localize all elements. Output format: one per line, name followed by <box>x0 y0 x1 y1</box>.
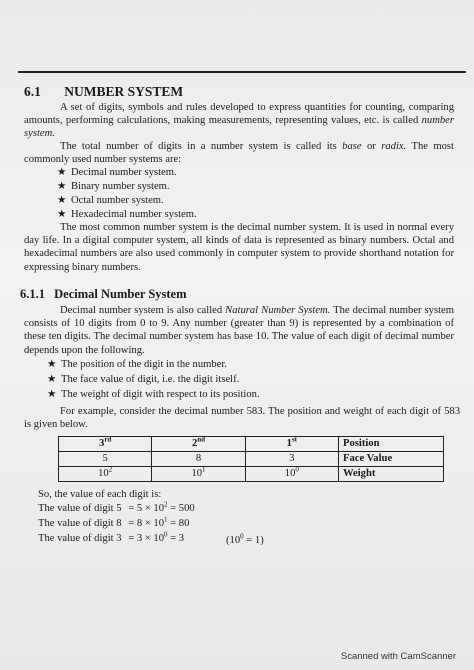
table-row <box>59 452 444 467</box>
table-row <box>59 467 444 482</box>
calc-line: The value of digit $5 = 5 \times 10^2 = 500$ <box>38 500 195 514</box>
list-item: ★ The weight of digit with respect to its position. <box>47 389 260 400</box>
calc-intro: So, the value of each digit is: <box>38 489 162 500</box>
section-paragraph-2: The total number of digits in a number system is called its base or radix. The most commonly used number systems are: <box>24 141 454 166</box>
section-heading <box>24 84 183 100</box>
subsection-title: Decimal Number System <box>54 287 187 301</box>
table-cell: 1st <box>245 437 338 452</box>
section-title: NUMBER SYSTEM <box>64 84 184 99</box>
position-weight-table <box>58 436 444 482</box>
table-cell: 3rd <box>59 437 152 452</box>
table-row <box>59 437 444 452</box>
subsection-number: 6.1.1 <box>20 287 45 301</box>
section-paragraph-1: A set of digits, symbols and rules developed to express quantities for counting, comparing amounts, performing calculations, making measurements, representing values, etc. is called number system. <box>24 102 454 140</box>
table-cell: 8 <box>152 452 245 467</box>
list-item: ★ Hexadecimal number system. <box>57 209 197 220</box>
table-cell: $10^1$ <box>152 467 245 482</box>
section-paragraph-3: The most common number system is the decimal number system. It is used in normal every day life. In a digital computer system, all kinds of data is represented as binary numbers. Octal and hexadecimal numbers are also used commonly in computer system to provide shorthand notation for expressing binary numbers. <box>24 222 454 273</box>
table-cell: 2nd <box>152 437 245 452</box>
subsection-paragraph-1: Decimal number system is also called Natural Number System. The decimal number system consists of 10 digits from 0 to 9. Any number (greater than 9) is represented by a combination of these ten digits. The decimal number system has base 10. The value of each digit of decimal number depends upon the following. <box>24 305 454 356</box>
row-label-weight: Weight <box>339 467 444 482</box>
calc-line: The value of digit $8 = 8 \times 10^1 = 80$ <box>38 515 190 529</box>
row-label-face-value: Face Value <box>339 452 444 467</box>
table-cell: 3 <box>245 452 338 467</box>
list-item: ★ The face value of digit, i.e. the digit itself. <box>47 374 240 385</box>
list-item: ★ Octal number system. <box>57 195 164 206</box>
example-paragraph: For example, consider the decimal number 583. The position and weight of each digit of 583 is given below. <box>24 406 460 431</box>
table-cell: 5 <box>59 452 152 467</box>
list-item: ★ Binary number system. <box>57 181 170 192</box>
table-cell: $10^0$ <box>245 467 338 482</box>
list-item: ★ Decimal number system. <box>57 167 177 178</box>
subsection-heading <box>20 287 187 302</box>
calc-line: The value of digit $3 = 3 \times 10^0 = 3$ <box>38 530 185 544</box>
scanner-watermark: Scanned with CamScanner <box>340 651 456 662</box>
top-rule <box>18 71 466 73</box>
table-cell: $10^2$ <box>59 467 152 482</box>
list-item: ★ The position of the digit in the number. <box>47 359 227 370</box>
calc-note: $(10^0 = 1)$ <box>226 532 264 546</box>
section-number: 6.1 <box>24 84 41 99</box>
row-label-position: Position <box>339 437 444 452</box>
